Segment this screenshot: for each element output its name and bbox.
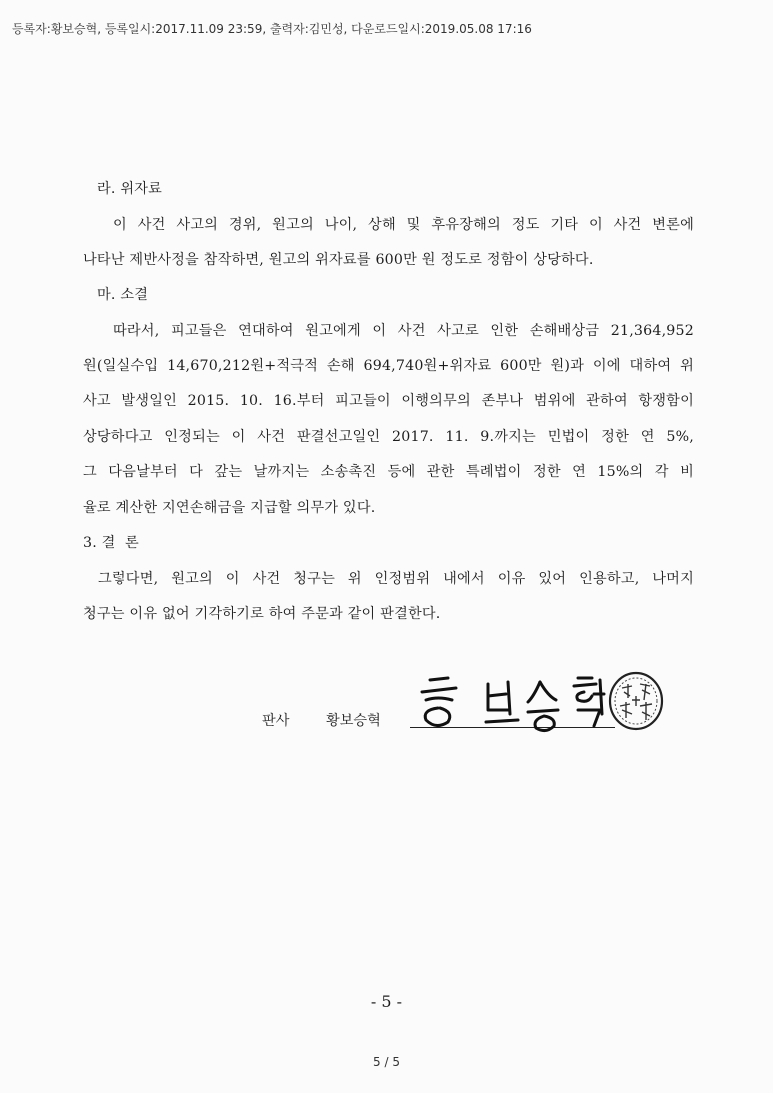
document-header-info: 등록자:황보승혁, 등록일시:2017.11.09 23:59, 출력자:김민성, 다운로드일시:2019.05.08 17:16 bbox=[12, 22, 532, 36]
handwritten-signature bbox=[408, 670, 608, 735]
page-number: - 5 - bbox=[370, 992, 403, 1011]
section-3-line-2: 청구는 이유 없어 기각하기로 하여 주문과 같이 판결한다. bbox=[83, 606, 441, 622]
section-ma-line-2: 원(일실수입 14,670,212원+적극적 손해 694,740원+위자료 600만 원)과 이에 대하여 위 bbox=[83, 358, 694, 374]
judge-title: 판사 bbox=[262, 713, 290, 729]
page-counter-footer: 5 / 5 bbox=[373, 1055, 400, 1069]
court-seal-stamp bbox=[606, 670, 666, 732]
section-3-heading: 3. 결 론 bbox=[83, 535, 139, 551]
section-3-line-1: 그렇다면, 원고의 이 사건 청구는 위 인정범위 내에서 이유 있어 인용하고, 나머지 bbox=[98, 571, 694, 587]
section-ra-line-1: 이 사건 사고의 경위, 원고의 나이, 상해 및 후유장해의 정도 기타 이 사건 변론에 bbox=[113, 217, 694, 233]
section-ra-heading: 라. 위자료 bbox=[97, 181, 163, 197]
section-ma-line-3: 사고 발생일인 2015. 10. 16.부터 피고들이 이행의무의 존부나 범위에 관하여 항쟁함이 bbox=[83, 393, 694, 409]
section-ma-line-4: 상당하다고 인정되는 이 사건 판결선고일인 2017. 11. 9.까지는 민법이 정한 연 5%, bbox=[83, 429, 694, 445]
section-ma-heading: 마. 소결 bbox=[97, 287, 149, 303]
judge-name: 황보승혁 bbox=[326, 713, 381, 729]
section-ma-line-6: 율로 계산한 지연손해금을 지급할 의무가 있다. bbox=[83, 500, 376, 516]
section-ra-line-2: 나타난 제반사정을 참작하면, 원고의 위자료를 600만 원 정도로 정함이 상당하다. bbox=[83, 252, 594, 268]
section-ma-line-1: 따라서, 피고들은 연대하여 원고에게 이 사건 사고로 인한 손해배상금 21,364,952 bbox=[113, 323, 694, 339]
section-ma-line-5: 그 다음날부터 다 갚는 날까지는 소송촉진 등에 관한 특례법이 정한 연 15%의 각 비 bbox=[83, 464, 694, 480]
